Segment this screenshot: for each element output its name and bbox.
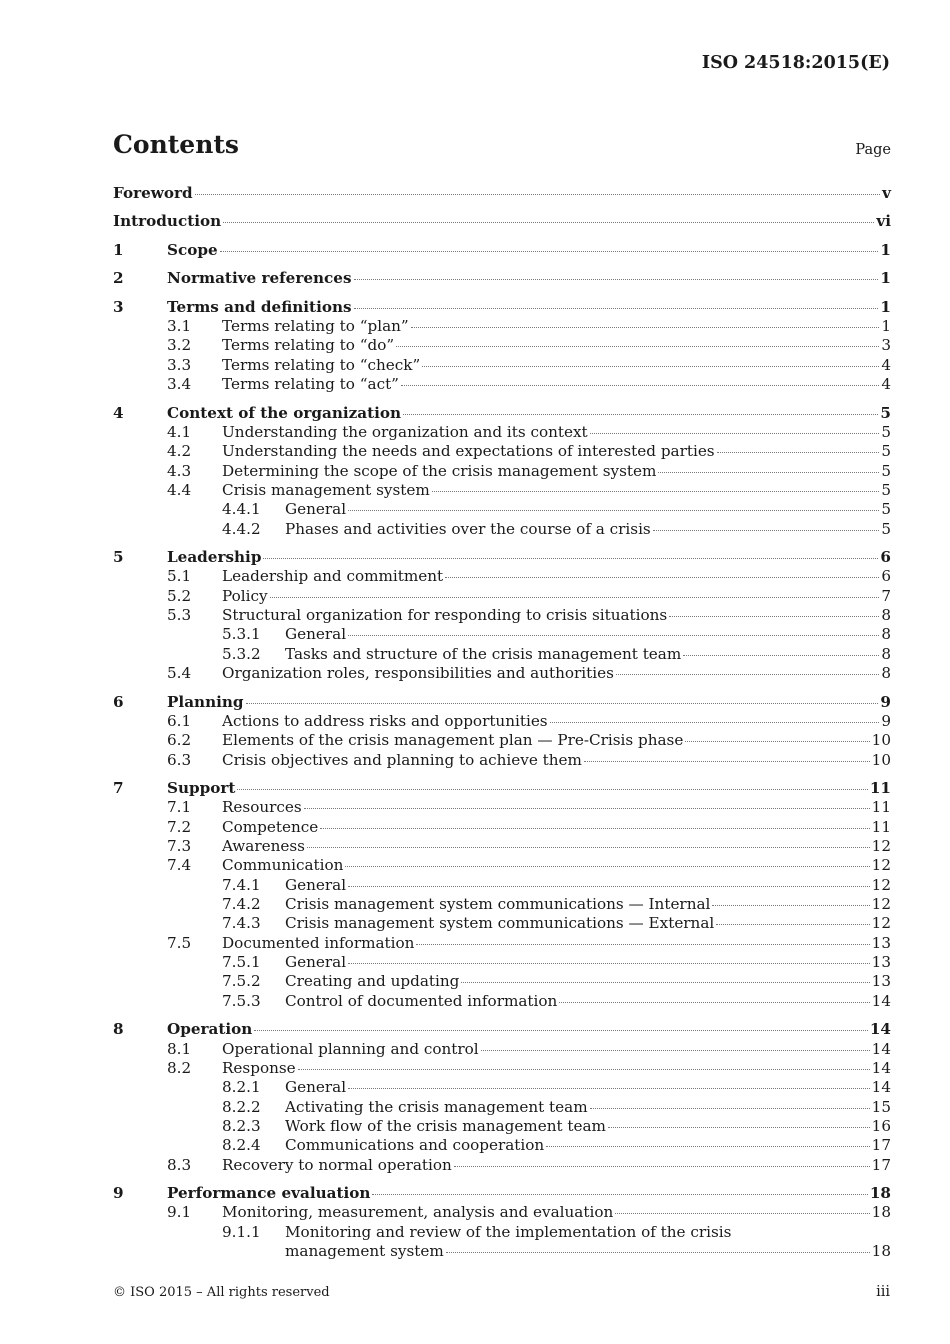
toc-entry-number: 8.2: [167, 1058, 192, 1077]
toc-entry-number: 1: [113, 240, 124, 259]
toc-entry-page: 14: [871, 1078, 891, 1097]
toc-entry-number: 7.4: [167, 856, 192, 875]
toc-entry-title: Operational planning and control: [222, 1039, 479, 1058]
toc-leader: [345, 866, 869, 867]
toc-entry[interactable]: [113, 693, 891, 712]
toc-entry-page: 14: [869, 1020, 891, 1039]
toc-entry[interactable]: [113, 520, 891, 539]
toc-entry-number: 4.2: [167, 442, 192, 461]
toc-entry-number: 7.4.2: [222, 895, 261, 914]
toc-entry[interactable]: [113, 241, 891, 260]
toc-entry[interactable]: [113, 375, 891, 394]
toc-leader: [348, 886, 870, 887]
toc-entry-number: 5.4: [167, 664, 192, 683]
document-number: ISO 24518:2015(E): [701, 53, 890, 73]
toc-entry-page: 10: [871, 750, 891, 769]
toc-entry[interactable]: [113, 567, 891, 586]
toc-entry-number: 5: [113, 548, 124, 567]
toc-entry-number: 4.3: [167, 461, 192, 480]
toc-entry[interactable]: [113, 992, 891, 1011]
toc-entry-number: 4.4.1: [222, 500, 261, 519]
page-number: iii: [876, 1284, 890, 1300]
toc-entry-number: 6.2: [167, 731, 192, 750]
toc-entry[interactable]: [113, 914, 891, 933]
toc-entry-number: 7.2: [167, 817, 192, 836]
toc-entry[interactable]: [113, 1117, 891, 1136]
toc-entry-page: 18: [871, 1242, 891, 1261]
toc-entry-page: 8: [881, 644, 891, 663]
toc-entry-page: 11: [871, 798, 891, 817]
toc-entry-page: 6: [880, 548, 891, 567]
toc-entry[interactable]: [113, 1098, 891, 1117]
toc-leader: [372, 1194, 867, 1195]
toc-leader: [461, 982, 869, 983]
toc-entry-page: 10: [871, 731, 891, 750]
toc-entry-number: 6.1: [167, 711, 192, 730]
toc-entry-title-continued: management system: [285, 1242, 444, 1261]
toc-entry-title: Awareness: [222, 837, 305, 856]
toc-entry-number: 7.1: [167, 798, 192, 817]
toc-entry-title: General: [285, 875, 347, 894]
toc-leader: [354, 279, 879, 280]
toc-leader: [348, 1088, 870, 1089]
toc-entry[interactable]: [113, 1078, 891, 1097]
toc-leader: [220, 251, 879, 252]
toc-entry-title: Elements of the crisis management plan — Pre-Crisis phase: [222, 731, 684, 750]
toc-leader: [669, 616, 879, 617]
toc-entry-wrap: [285, 1223, 891, 1262]
toc-entry-title: Terms relating to “check”: [222, 355, 421, 374]
toc-entry-title: Organization roles, responsibilities and authorities: [222, 664, 614, 683]
toc-entry-title: Recovery to normal operation: [222, 1155, 452, 1174]
toc-entry-page: 16: [871, 1116, 891, 1135]
toc-leader: [559, 1002, 869, 1003]
toc-entry[interactable]: [113, 953, 891, 972]
toc-entry-page: 12: [871, 914, 891, 933]
toc-entry-number: 3: [113, 297, 124, 316]
toc-entry[interactable]: [113, 481, 891, 500]
toc-leader: [403, 414, 878, 415]
toc-entry[interactable]: [113, 1203, 891, 1222]
toc-leader: [401, 385, 879, 386]
toc-entry-number: 6.3: [167, 750, 192, 769]
toc-entry-page: 1: [880, 297, 891, 316]
toc-entry-page: 4: [881, 375, 891, 394]
toc-entry[interactable]: [113, 1059, 891, 1078]
toc-entry[interactable]: [113, 1020, 891, 1039]
toc-entry-number: 7.4.3: [222, 914, 261, 933]
toc-entry[interactable]: [113, 972, 891, 991]
toc-leader: [716, 924, 869, 925]
toc-entry-title: Phases and activities over the course of a crisis: [285, 519, 651, 538]
toc-entry-page: 18: [871, 1203, 891, 1222]
toc-leader: [411, 327, 880, 328]
toc-entry-page: 5: [880, 403, 891, 422]
toc-leader: [432, 491, 880, 492]
toc-entry-title: Performance evaluation: [167, 1184, 371, 1203]
toc-entry-number: 8.2.1: [222, 1078, 261, 1097]
toc-entry-number: 3.2: [167, 336, 192, 355]
toc-leader: [615, 1213, 869, 1214]
toc-entry[interactable]: [113, 587, 891, 606]
toc-entry[interactable]: [113, 798, 891, 817]
toc-entry-title: Introduction: [113, 212, 222, 231]
toc-entry[interactable]: [113, 876, 891, 895]
toc-entry-number: 4.4: [167, 480, 192, 499]
toc-entry-number: 7.5.1: [222, 953, 261, 972]
toc-leader: [246, 703, 879, 704]
toc-entry-page: 11: [869, 779, 891, 798]
toc-entry-title: Communication: [222, 856, 344, 875]
toc-entry-page: 14: [871, 1058, 891, 1077]
toc-entry[interactable]: [113, 712, 891, 731]
page-column-label: Page: [855, 142, 891, 158]
toc-leader: [348, 635, 879, 636]
toc-entry-number: 5.3.2: [222, 644, 261, 663]
toc-entry-title: Documented information: [222, 933, 415, 952]
toc-entry-number: 7.5.2: [222, 972, 261, 991]
toc-leader: [298, 1069, 870, 1070]
toc-leader: [270, 597, 880, 598]
toc-entry-number: 4.1: [167, 422, 192, 441]
toc-entry-number: 3.4: [167, 375, 192, 394]
toc-leader: [590, 433, 880, 434]
toc-entry[interactable]: [113, 818, 891, 837]
toc-entry[interactable]: [113, 779, 891, 798]
toc-entry-title: Terms relating to “act”: [222, 375, 399, 394]
toc-leader: [683, 655, 879, 656]
toc-entry-title: Control of documented information: [285, 991, 558, 1010]
toc-entry-number: 5.2: [167, 586, 192, 605]
toc-entry-title: Monitoring and review of the implementation of the crisis: [285, 1222, 732, 1241]
toc-entry-title: Resources: [222, 798, 302, 817]
toc-entry-title: Communications and cooperation: [285, 1136, 545, 1155]
toc-entry-page: 8: [881, 606, 891, 625]
toc-entry[interactable]: [113, 731, 891, 750]
toc-entry-page: 5: [881, 480, 891, 499]
toc-entry[interactable]: [113, 625, 891, 644]
toc-entry-page: 18: [869, 1184, 891, 1203]
toc-entry-title: Planning: [167, 692, 244, 711]
toc-entry-number: 5.3: [167, 606, 192, 625]
toc-leader: [396, 346, 879, 347]
toc-entry[interactable]: [113, 269, 891, 288]
toc-entry-page: 7: [881, 586, 891, 605]
toc-leader: [237, 789, 867, 790]
toc-entry-line: [285, 1223, 891, 1242]
toc-entry[interactable]: [113, 462, 891, 481]
toc-entry-page: 17: [871, 1136, 891, 1155]
toc-entry-page: 5: [881, 500, 891, 519]
toc-entry-page: 6: [881, 567, 891, 586]
toc-entry-number: 8.2.4: [222, 1136, 261, 1155]
toc-leader: [304, 808, 870, 809]
toc-entry[interactable]: [113, 184, 891, 203]
toc-leader: [446, 1252, 870, 1253]
toc-entry[interactable]: [113, 212, 891, 231]
toc-entry-title: Understanding the needs and expectations of interested parties: [222, 442, 715, 461]
toc-entry-title: General: [285, 1078, 347, 1097]
toc-entry[interactable]: [113, 317, 891, 336]
toc-leader: [348, 963, 870, 964]
toc-entry-page: 1: [880, 269, 891, 288]
toc-entry-page: v: [882, 184, 891, 202]
toc-entry-page: 15: [871, 1097, 891, 1116]
toc-entry[interactable]: [113, 934, 891, 953]
toc-entry[interactable]: [113, 751, 891, 770]
toc-entry-number: 7: [113, 779, 124, 798]
toc-entry-page: 12: [871, 875, 891, 894]
toc-leader: [454, 1166, 870, 1167]
toc-entry[interactable]: [113, 1136, 891, 1155]
toc-leader: [263, 558, 878, 559]
toc-entry-page: 8: [881, 664, 891, 683]
toc-entry-title: Crisis management system: [222, 480, 430, 499]
toc-entry-title: Terms and definitions: [167, 297, 352, 316]
toc-entry-title: Terms relating to “plan”: [222, 317, 409, 336]
toc-entry-title: Activating the crisis management team: [285, 1097, 588, 1116]
toc-entry-title: General: [285, 953, 347, 972]
toc-entry[interactable]: [113, 423, 891, 442]
toc-leader: [546, 1146, 870, 1147]
toc-entry-title: Support: [167, 779, 236, 798]
toc-entry-number: 7.5.3: [222, 991, 261, 1010]
toc-entry-number: 9: [113, 1184, 124, 1203]
toc-entry-number: 5.1: [167, 567, 192, 586]
toc-leader: [717, 452, 880, 453]
toc-entry-page: 5: [881, 519, 891, 538]
toc-entry-line: [285, 1242, 891, 1261]
toc-leader: [584, 761, 870, 762]
toc-entry[interactable]: [113, 645, 891, 664]
toc-entry[interactable]: [113, 548, 891, 567]
toc-entry-number: 3.3: [167, 355, 192, 374]
toc-entry-page: 4: [881, 355, 891, 374]
toc-entry-title: Context of the organization: [167, 403, 402, 422]
toc-entry[interactable]: [113, 856, 891, 875]
toc-entry-title: Competence: [222, 817, 319, 836]
toc-leader: [608, 1127, 870, 1128]
toc-leader: [445, 577, 879, 578]
toc-entry-number: 3.1: [167, 317, 192, 336]
toc-entry-number: 7.4.1: [222, 875, 261, 894]
toc-entry-number: 8.2.3: [222, 1116, 261, 1135]
toc-entry-page: 12: [871, 837, 891, 856]
toc-leader: [712, 905, 869, 906]
toc-leader: [616, 674, 879, 675]
toc-leader: [685, 741, 869, 742]
toc-leader: [590, 1108, 870, 1109]
table-of-contents: [113, 184, 891, 1261]
toc-entry-number: 9.1: [167, 1203, 192, 1222]
copyright-notice: © ISO 2015 – All rights reserved: [113, 1285, 330, 1300]
toc-entry-page: 9: [880, 692, 891, 711]
toc-entry-title: Monitoring, measurement, analysis and evaluation: [222, 1203, 614, 1222]
toc-entry[interactable]: [113, 1156, 891, 1175]
toc-leader: [422, 366, 879, 367]
toc-entry-title: Leadership: [167, 548, 262, 567]
toc-leader: [416, 944, 869, 945]
toc-entry-title: Policy: [222, 586, 268, 605]
toc-entry-number: 2: [113, 269, 124, 288]
toc-leader: [354, 308, 879, 309]
toc-leader: [320, 828, 869, 829]
toc-entry[interactable]: [113, 298, 891, 317]
toc-entry-page: 9: [881, 711, 891, 730]
toc-entry-page: vi: [876, 212, 891, 231]
toc-entry-title: Operation: [167, 1020, 253, 1039]
toc-entry-page: 14: [871, 1039, 891, 1058]
toc-entry[interactable]: [113, 1184, 891, 1203]
toc-entry-title: Creating and updating: [285, 972, 460, 991]
toc-entry-page: 5: [881, 442, 891, 461]
toc-entry[interactable]: [113, 356, 891, 375]
toc-entry-number: 4.4.2: [222, 519, 261, 538]
toc-entry[interactable]: [113, 895, 891, 914]
toc-entry[interactable]: [113, 837, 891, 856]
toc-entry-number: 8: [113, 1020, 124, 1039]
toc-entry-title: General: [285, 500, 347, 519]
toc-entry-title: General: [285, 625, 347, 644]
toc-entry-title: Terms relating to “do”: [222, 336, 395, 355]
toc-entry-page: 5: [881, 461, 891, 480]
toc-entry-page: 12: [871, 856, 891, 875]
toc-entry-page: 17: [871, 1155, 891, 1174]
toc-leader: [653, 530, 880, 531]
toc-entry-number: 8.3: [167, 1155, 192, 1174]
toc-entry-page: 5: [881, 422, 891, 441]
toc-leader: [550, 722, 880, 723]
toc-entry-page: 13: [871, 933, 891, 952]
toc-entry-title: Leadership and commitment: [222, 567, 444, 586]
toc-entry-number: 7.3: [167, 837, 192, 856]
toc-entry-number: 5.3.1: [222, 625, 261, 644]
toc-leader: [254, 1030, 868, 1031]
toc-entry-number: 7.5: [167, 933, 192, 952]
toc-entry[interactable]: [113, 336, 891, 355]
toc-entry-title: Foreword: [113, 184, 193, 202]
toc-entry-number: 9.1.1: [222, 1222, 261, 1241]
toc-entry-title: Tasks and structure of the crisis management team: [285, 644, 682, 663]
toc-entry-title: Crisis management system communications — Internal: [285, 895, 711, 914]
toc-entry-number: 8.2.2: [222, 1097, 261, 1116]
toc-entry-title: Scope: [167, 240, 218, 259]
toc-entry-page: 3: [881, 336, 891, 355]
toc-entry-title: Actions to address risks and opportunities: [222, 711, 548, 730]
toc-entry-title: Determining the scope of the crisis management system: [222, 461, 657, 480]
toc-entry[interactable]: [113, 442, 891, 461]
toc-entry-page: 1: [880, 240, 891, 259]
toc-entry-page: 13: [871, 953, 891, 972]
toc-leader: [658, 472, 879, 473]
toc-leader: [307, 847, 870, 848]
toc-entry-number: 8.1: [167, 1039, 192, 1058]
toc-entry[interactable]: [113, 404, 891, 423]
toc-entry[interactable]: [113, 1223, 891, 1262]
toc-entry-title: Structural organization for responding to crisis situations: [222, 606, 668, 625]
toc-entry-title: Crisis objectives and planning to achieve them: [222, 750, 582, 769]
toc-leader: [195, 194, 881, 195]
toc-entry-page: 1: [881, 317, 891, 336]
contents-heading: Contents: [113, 130, 240, 159]
toc-leader: [348, 510, 879, 511]
toc-entry-page: 13: [871, 972, 891, 991]
toc-entry-number: 6: [113, 692, 124, 711]
toc-entry-title: Normative references: [167, 269, 352, 288]
toc-entry-number: 4: [113, 403, 124, 422]
toc-entry[interactable]: [113, 1040, 891, 1059]
toc-entry-title: Understanding the organization and its context: [222, 422, 588, 441]
toc-entry-page: 12: [871, 895, 891, 914]
toc-entry[interactable]: [113, 664, 891, 683]
toc-entry-page: 11: [871, 817, 891, 836]
toc-entry-page: 8: [881, 625, 891, 644]
toc-entry[interactable]: [113, 500, 891, 519]
toc-entry[interactable]: [113, 606, 891, 625]
toc-entry-title: Crisis management system communications — External: [285, 914, 715, 933]
toc-entry-title: Response: [222, 1058, 296, 1077]
toc-leader: [481, 1050, 870, 1051]
toc-leader: [223, 222, 874, 223]
toc-entry-page: 14: [871, 991, 891, 1010]
toc-entry-title: Work flow of the crisis management team: [285, 1116, 606, 1135]
